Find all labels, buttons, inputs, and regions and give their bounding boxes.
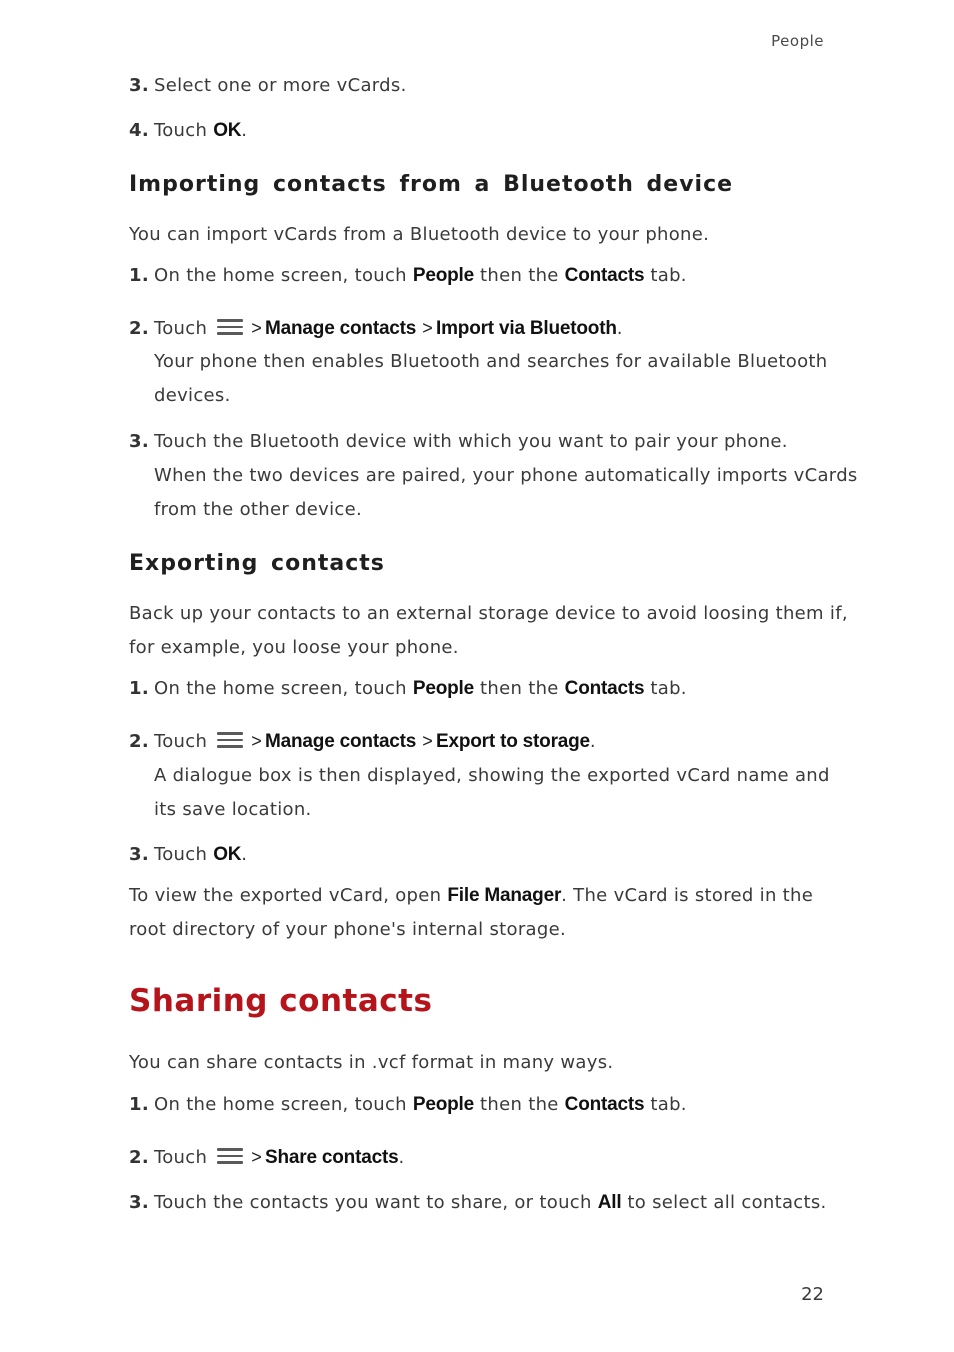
bluetooth-step-3: 3. Touch the Bluetooth device with which you want to pair your phone. [129,431,788,452]
section-title-sharing: Sharing contacts [129,983,433,1019]
menu-icon [217,318,245,336]
bluetooth-step-3-note-cont: from the other device. [154,499,362,520]
bluetooth-step-2-note: Your phone then enables Bluetooth and searches for available Bluetooth [154,351,828,372]
step-touch-ok: 4. Touch OK. [129,120,248,141]
bluetooth-intro: You can import vCards from a Bluetooth device to your phone. [129,224,710,245]
bluetooth-step-2-note-cont: devices. [154,385,231,406]
bluetooth-step-2: 2. Touch > Manage contacts > Import via Bluetooth. [129,318,623,339]
export-step-2: 2. Touch > Manage contacts > Export to storage. [129,731,596,752]
sharing-step-1: 1. On the home screen, touch People then the Contacts tab. [129,1094,687,1115]
bluetooth-step-1: 1. On the home screen, touch People then the Contacts tab. [129,265,687,286]
sharing-intro: You can share contacts in .vcf format in many ways. [129,1052,614,1073]
page-number: 22 [801,1284,824,1305]
running-header: People [771,32,824,50]
export-outro-cont: root directory of your phone's internal storage. [129,919,566,940]
export-step-2-note: A dialogue box is then displayed, showing the exported vCard name and [154,765,830,786]
export-step-3: 3. Touch OK. [129,844,248,865]
export-step-2-note-cont: its save location. [154,799,312,820]
export-intro-cont: for example, you loose your phone. [129,637,459,658]
section-heading-export: Exporting contacts [129,551,385,576]
menu-icon [217,1147,245,1165]
sharing-step-2: 2. Touch > Share contacts. [129,1147,405,1168]
sharing-step-3: 3. Touch the contacts you want to share, or touch All to select all contacts. [129,1192,827,1213]
export-outro: To view the exported vCard, open File Manager. The vCard is stored in the [129,885,814,906]
step-select-vcards: 3. Select one or more vCards. [129,75,407,96]
section-heading-bluetooth: Importing contacts from a Bluetooth device [129,172,734,197]
bluetooth-step-3-note: When the two devices are paired, your phone automatically imports vCards [154,465,858,486]
export-step-1: 1. On the home screen, touch People then the Contacts tab. [129,678,687,699]
menu-icon [217,731,245,749]
export-intro: Back up your contacts to an external storage device to avoid loosing them if, [129,603,848,624]
